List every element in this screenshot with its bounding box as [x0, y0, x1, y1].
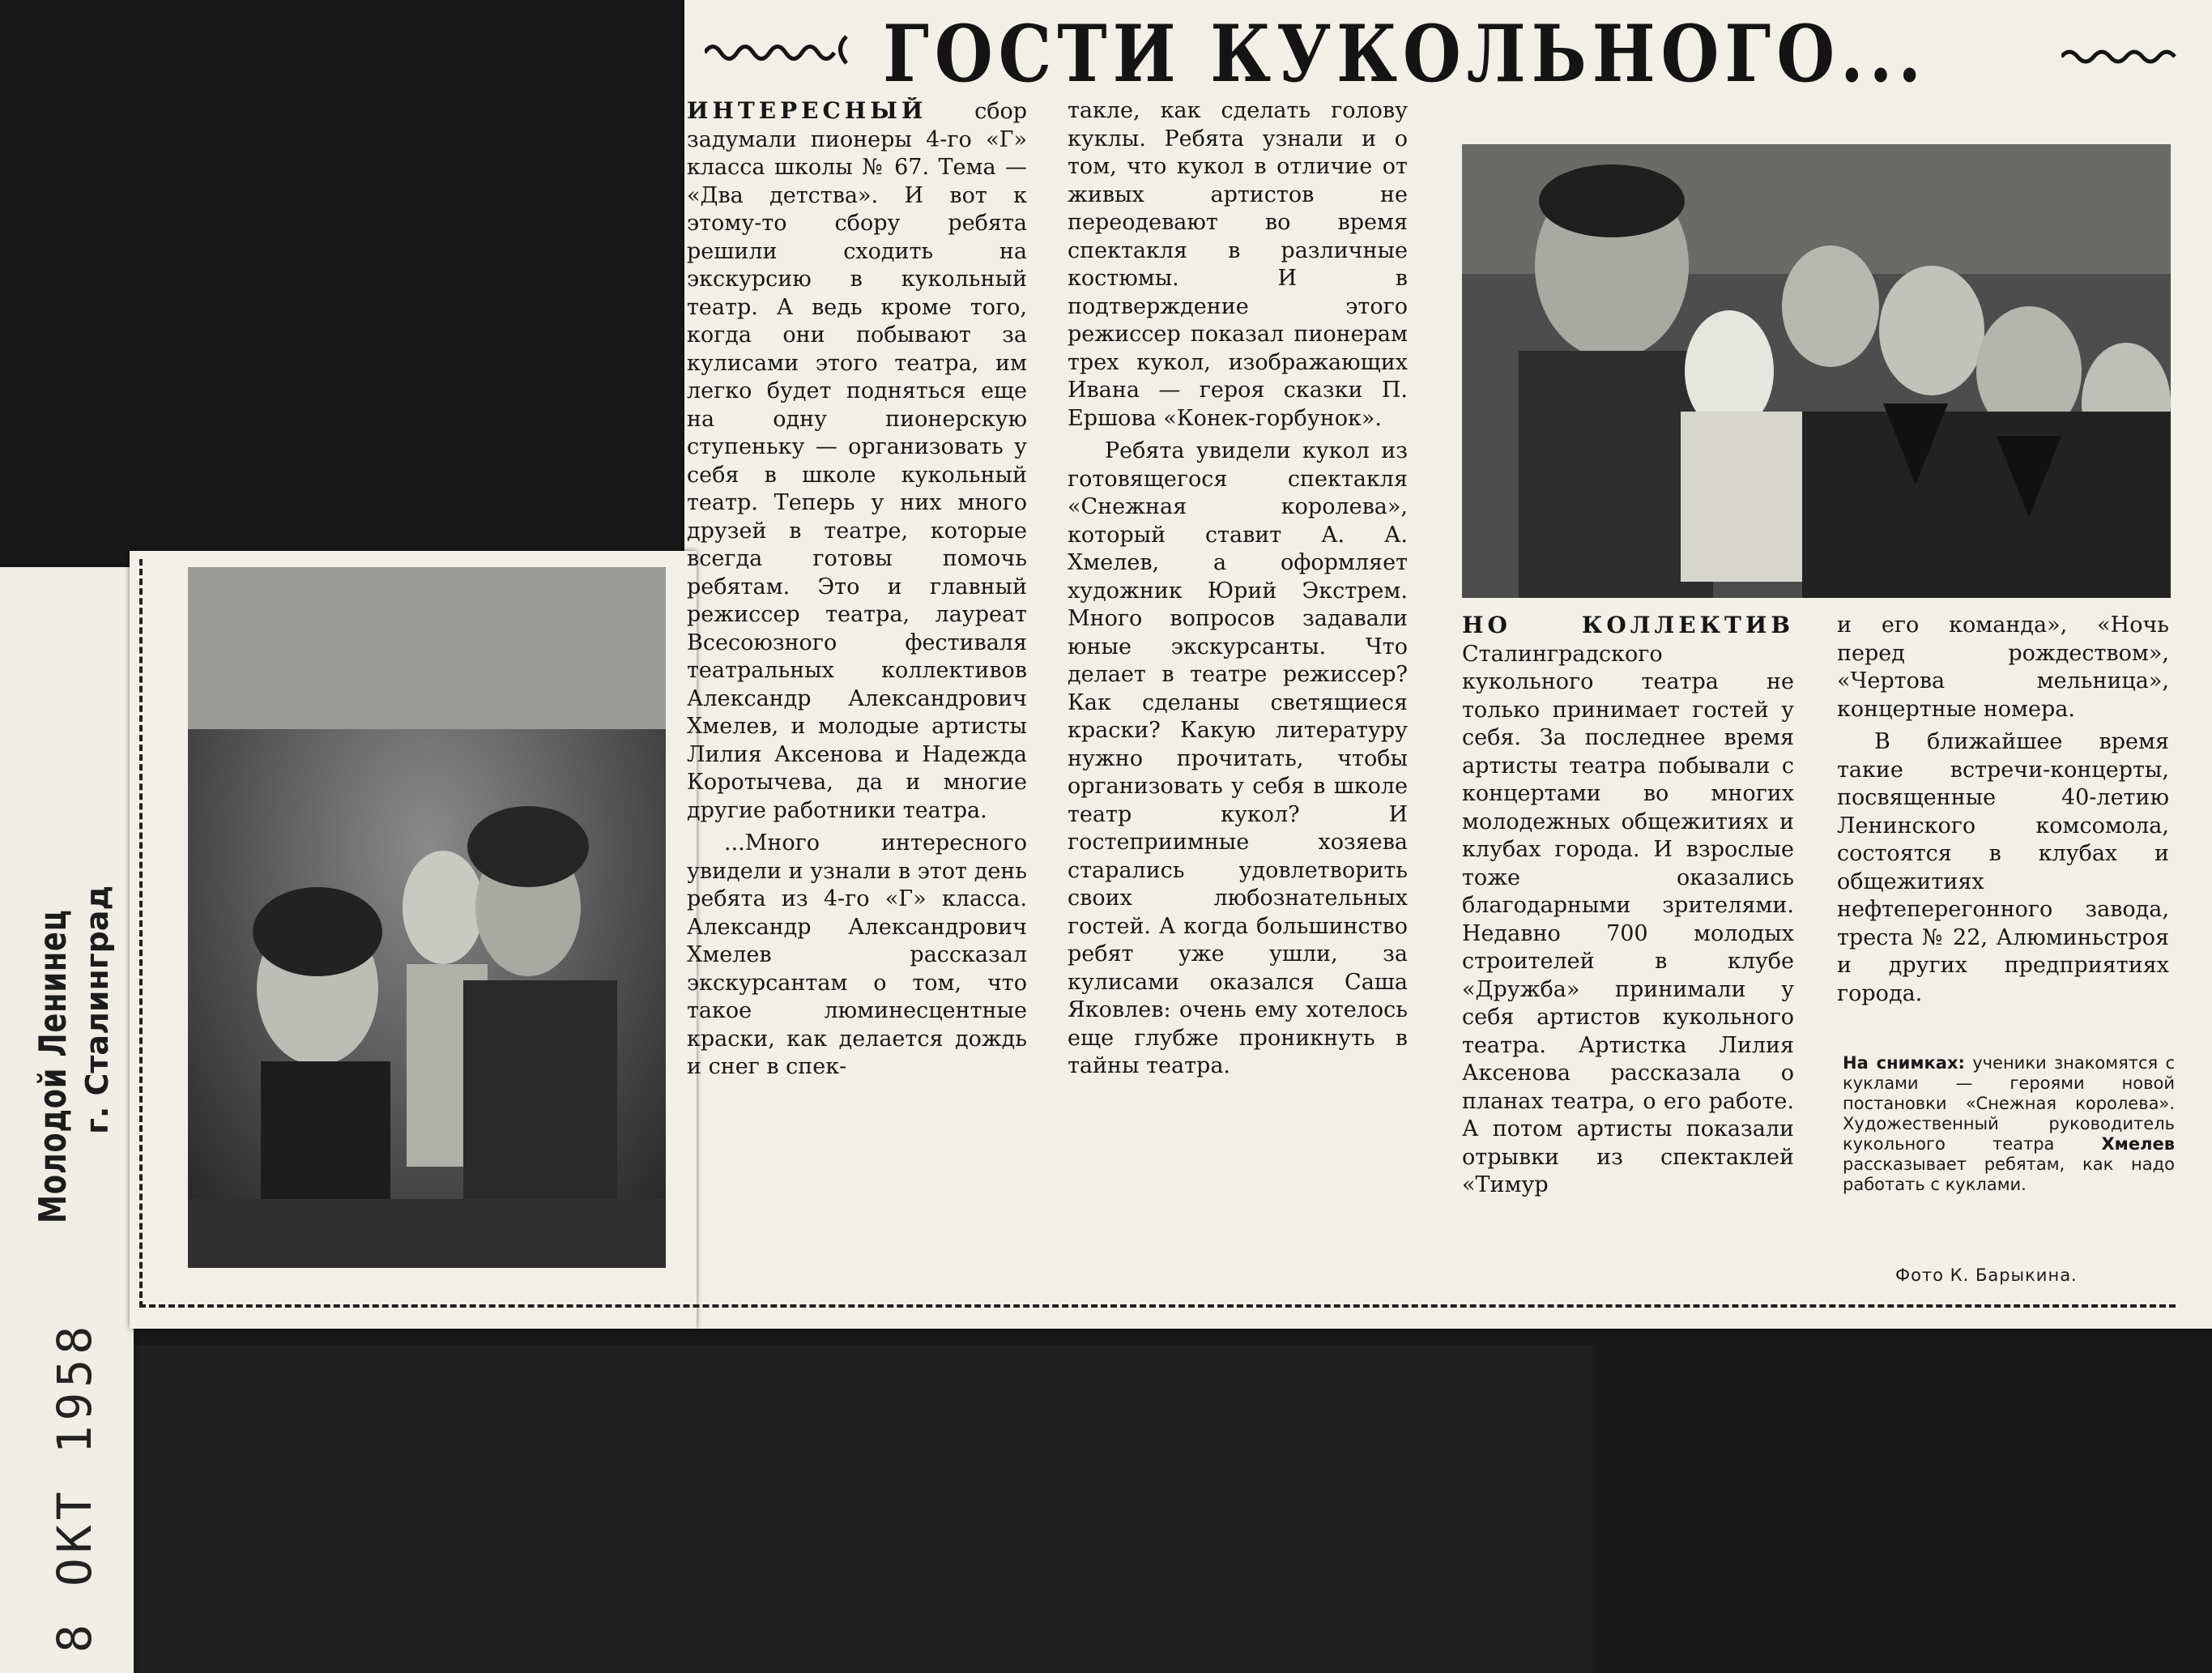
date-stamp: 8 ОКТ 1958 [47, 1321, 102, 1653]
photo-children-image [188, 567, 666, 1268]
column-1-paragraph-1-text: сбор задумали пионеры 4-го «Г» класса школы № 67. Тема — «Два детства». И вот к этому-то сбору ребята решили сходить на экскурсию в кукольный театр. А ведь кроме того, когда они побывают за кулисами этого театра, им легко будет подняться еще на одну пионерскую ступеньку — организовать у себя в школе кукольный театр. Теперь у них много друзей в театре, которые всегда готовы помочь ребятам. Это и главный режиссер театра, лауреат Всесоюзного фестиваля театральных коллективов Александр Александрович Хмелев, и молодые артисты Лилия Аксенова и Надежда Коротычева, да и многие другие работники театра. [687, 99, 1027, 823]
article-column-2 [1068, 97, 1408, 1280]
article-column-4 [1837, 612, 2169, 1049]
column-4-paragraph-1: и его команда», «Ночь перед рождеством», «Чертова мельница», концертные номера. [1837, 612, 2169, 722]
article-column-1 [687, 97, 1027, 1280]
caption-name: Хмелев [2101, 1134, 2175, 1154]
newspaper-name: Молодой Ленинец [31, 909, 75, 1223]
article-column-3 [1462, 612, 1794, 1284]
caption-text: ученики знакомятся с куклами — героями новой постановки «Снежная королева». Художественный руководитель кукольного театра [1843, 1053, 2175, 1154]
caption-label: На снимках: [1843, 1053, 1965, 1073]
column-2-paragraph-2: Ребята увидели кукол из готовящегося спектакля «Снежная королева», который ставит А. А. Хмелев, а оформляет художник Юрий Экстрем. Много вопросов задавали юные экскурсанты. Что делает в театре режиссер? Как сделаны светящиеся краски? Какую литературу нужно прочитать, чтобы организовать у себя в школе театр кукол? И гостеприимные хозяева старались удовлетворить своих любознательных гостей. А когда большинство ребят уже ушли, за кулисами оказался Саша Яковлев: очень ему хотелось еще глубже проникнуть в тайны театра. [1068, 438, 1408, 1078]
column-1-paragraph-1 [687, 97, 1027, 825]
city-label: г. Сталинград [79, 885, 115, 1134]
column-2-paragraph-1: такле, как сделать голову куклы. Ребята узнали и о том, что кукол в отличие от живых артистов не переодевают во время спектакля в различные костюмы. И в подтверждение этого режиссер показал пионерам трех кукол, изображающих Ивана — героя сказки П. Ершова «Конек-горбунок». [1068, 98, 1408, 431]
column-3-paragraph-1 [1462, 612, 1794, 1200]
photo-credit: Фото К. Барыкина. [1895, 1265, 2078, 1285]
caption-text-2: рассказывает ребятам, как надо работать с куклами. [1843, 1154, 2175, 1194]
headline-left-wave [705, 32, 867, 65]
lead-word-but-collective: НО КОЛЛЕКТИВ [1462, 612, 1794, 638]
column-1-paragraph-2: ...Много интересного увидели и узнали в этот день ребята из 4-го «Г» класса. Александр Александрович Хмелев рассказал экскурсантам о том, что такое люминесцентные краски, как делается дождь и снег в спек- [687, 830, 1027, 1079]
photo-director-with-pioneers [1462, 144, 2171, 598]
column-4-paragraph-2: В ближайшее время такие встречи-концерты, посвященные 40-летию Ленинского комсомола, состоятся в клубах и общежитиях нефтеперегонного завода, треста № 22, Алюминьстроя и других предприятиях города. [1837, 729, 2169, 1006]
backing-lower [130, 1345, 1596, 1673]
photo-caption [1843, 1053, 2175, 1272]
headline-right-wave [2061, 45, 2191, 69]
headline: ГОСТИ КУКОЛЬНОГО... [883, 8, 1927, 100]
lead-word-interesting: ИНТЕРЕСНЫЙ [687, 97, 927, 124]
column-3-paragraph-1-text: Сталинградского кукольного театра не только принимает гостей у себя. За последнее время артисты театра побывали с концертами во многих молодежных общежитиях и клубах города. И взрослые тоже оказались благодарными зрителями. Недавно 700 молодых строителей в клубе «Дружба» принимали у себя артистов кукольного театра. Артистка Лилия Аксенова рассказала о планах театра, о его работе. А потом артисты показали отрывки из спектаклей «Тимур [1462, 641, 1794, 1197]
photo-director-image [1462, 144, 2171, 598]
photo-children-with-puppet [188, 567, 666, 1268]
